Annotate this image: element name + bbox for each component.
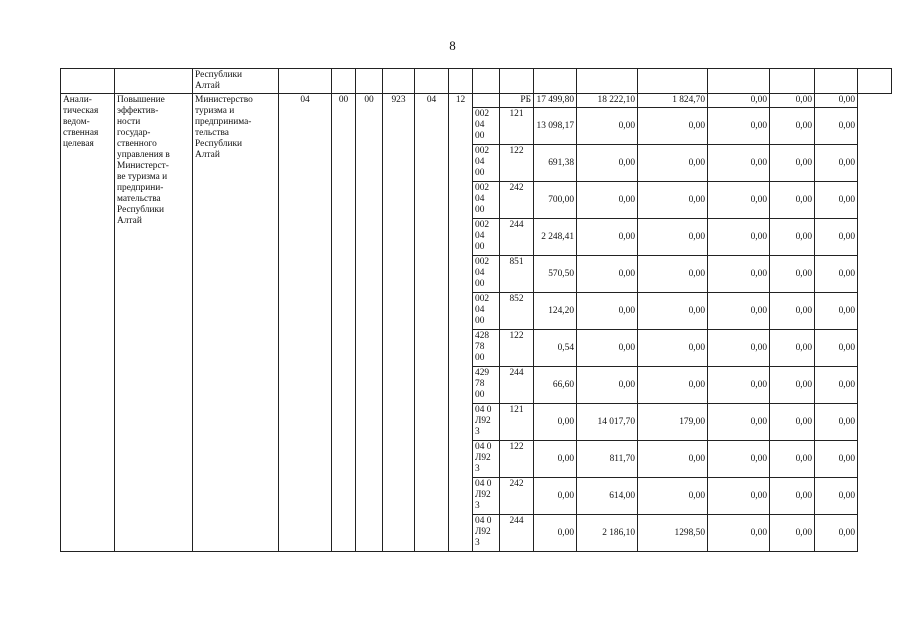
table-cell-value: 0,00	[815, 515, 858, 552]
table-cell-value: 0,00	[770, 515, 815, 552]
table-cell-value: 811,70	[577, 441, 638, 478]
table-cell-value: 0,00	[577, 145, 638, 182]
table-cell	[577, 69, 638, 94]
table-cell-value: 0,00	[708, 94, 770, 108]
table-cell-value: 0,00	[577, 256, 638, 293]
table-cell-code: 04	[279, 94, 332, 552]
table-cell-value: 179,00	[638, 404, 708, 441]
table-cell	[770, 69, 815, 94]
table-cell-value: 0,00	[638, 256, 708, 293]
table-cell-value: 0,00	[638, 293, 708, 330]
table-cell-value: 0,00	[770, 108, 815, 145]
table-cell-value: 0,00	[770, 330, 815, 367]
table-cell-kind: Анали- тическая ведом- ственная целевая	[61, 94, 115, 552]
table-cell	[500, 69, 534, 94]
table-cell-csr: 002 04 00	[473, 108, 500, 145]
table-cell-value: 0,00	[577, 293, 638, 330]
table-cell-source: РБ	[500, 94, 534, 108]
table-cell-value: 1298,50	[638, 515, 708, 552]
table-cell-value: 13 098,17	[534, 108, 577, 145]
table-cell-csr: 04 0 Л92 3	[473, 441, 500, 478]
table-cell-csr	[473, 94, 500, 108]
table-cell-value: 0,00	[577, 219, 638, 256]
table-cell-value: 0,00	[815, 219, 858, 256]
table-cell-vr: 122	[500, 441, 534, 478]
table-cell-vr: 122	[500, 330, 534, 367]
table-cell-value: 0,00	[638, 145, 708, 182]
table-cell-value: 17 499,80	[534, 94, 577, 108]
table-cell	[356, 69, 383, 94]
table-cell-value: 0,00	[708, 293, 770, 330]
table-cell-program-name: Повышение эффектив- ности государ- ственного управления в Министерст- ве туризма и предприни- мательства Республики Алтай	[115, 94, 193, 552]
table-cell	[449, 69, 473, 94]
table-cell	[638, 69, 708, 94]
table-cell-vr: 122	[500, 145, 534, 182]
table-cell	[115, 69, 193, 94]
table-cell-vr: 242	[500, 478, 534, 515]
table-cell-value: 0,00	[534, 441, 577, 478]
table-row-continuation	[61, 69, 892, 94]
table-cell-vr: 121	[500, 404, 534, 441]
table-cell-value: 18 222,10	[577, 94, 638, 108]
table-cell	[858, 69, 892, 94]
table-cell-value: 0,00	[815, 145, 858, 182]
table-cell-value: 0,00	[708, 219, 770, 256]
table-cell-value: 0,00	[577, 330, 638, 367]
table-cell-value: 0,00	[815, 330, 858, 367]
table-cell-value: 0,00	[770, 293, 815, 330]
table-cell-value: 0,00	[815, 293, 858, 330]
table-cell-value: 0,00	[534, 515, 577, 552]
table-cell-value: 0,00	[638, 441, 708, 478]
table-cell	[815, 69, 858, 94]
table-cell-value: 0,00	[770, 219, 815, 256]
table-cell-vr: 121	[500, 108, 534, 145]
table-cell-value: 614,00	[577, 478, 638, 515]
table-cell-value: 2 248,41	[534, 219, 577, 256]
table-cell-value: 0,00	[815, 441, 858, 478]
table-cell-pr: 12	[449, 94, 473, 552]
table-cell-value: 0,00	[815, 367, 858, 404]
table-cell-code: 00	[356, 94, 383, 552]
table-cell-code: 00	[332, 94, 356, 552]
table-cell-csr: 04 0 Л92 3	[473, 515, 500, 552]
table-cell	[61, 69, 115, 94]
table-cell-value: 0,00	[638, 219, 708, 256]
table-cell-csr: 002 04 00	[473, 145, 500, 182]
table-cell-value: 0,00	[770, 145, 815, 182]
table-cell-value: 0,00	[815, 256, 858, 293]
table-cell-vr: 244	[500, 515, 534, 552]
table-cell-value: 66,60	[534, 367, 577, 404]
table-cell-value: 0,00	[770, 478, 815, 515]
table-cell-value: 0,00	[708, 404, 770, 441]
table-cell-csr: 429 78 00	[473, 367, 500, 404]
table-cell-value: 0,00	[708, 145, 770, 182]
table-cell-csr: 04 0 Л92 3	[473, 478, 500, 515]
table-cell-value: 0,00	[770, 256, 815, 293]
table-cell-csr: 04 0 Л92 3	[473, 404, 500, 441]
table-cell-value: 0,00	[577, 182, 638, 219]
table-cell-value: 0,00	[770, 441, 815, 478]
table-cell-vr: 242	[500, 182, 534, 219]
table-cell-value: 0,00	[534, 478, 577, 515]
table-cell-value: 0,00	[708, 515, 770, 552]
table-cell-value: 0,00	[815, 404, 858, 441]
table-cell-value: 691,38	[534, 145, 577, 182]
table-cell-csr: 428 78 00	[473, 330, 500, 367]
table-cell	[534, 69, 577, 94]
budget-table	[60, 68, 892, 552]
table-cell-value: 0,54	[534, 330, 577, 367]
table-cell-vr: 852	[500, 293, 534, 330]
table-row-main	[61, 94, 892, 108]
table-cell-value: 0,00	[638, 330, 708, 367]
table-cell-value: 0,00	[770, 182, 815, 219]
table-cell-responsible: Министерство туризма и предпринима- тельства Республики Алтай	[193, 94, 279, 552]
table-cell-value: 700,00	[534, 182, 577, 219]
table-cell-value: 0,00	[708, 441, 770, 478]
table-cell-value: 0,00	[577, 367, 638, 404]
table-cell-value: 0,00	[534, 404, 577, 441]
table-cell	[332, 69, 356, 94]
table-cell-vr: 244	[500, 219, 534, 256]
table-cell-value: 0,00	[770, 404, 815, 441]
table-cell	[708, 69, 770, 94]
table-cell-value: 124,20	[534, 293, 577, 330]
table-cell-value: 0,00	[770, 94, 815, 108]
table-cell-value: 0,00	[708, 256, 770, 293]
table-cell-value: 0,00	[708, 478, 770, 515]
table-cell	[473, 69, 500, 94]
table-cell-value: 570,50	[534, 256, 577, 293]
table-cell	[383, 69, 415, 94]
table-cell-csr: 002 04 00	[473, 182, 500, 219]
table-cell-value: 0,00	[638, 108, 708, 145]
table-cell-vr: 851	[500, 256, 534, 293]
table-cell-value: 1 824,70	[638, 94, 708, 108]
table-cell-value: 0,00	[638, 367, 708, 404]
table-cell-rz: 04	[415, 94, 449, 552]
table-cell-grbs: 923	[383, 94, 415, 552]
table-cell-value: 0,00	[770, 367, 815, 404]
table-cell-value: 0,00	[638, 478, 708, 515]
table-cell-value: 0,00	[815, 478, 858, 515]
table-cell-value: 0,00	[815, 94, 858, 108]
table-cell-csr: 002 04 00	[473, 293, 500, 330]
table-cell	[279, 69, 332, 94]
table-cell-value: 2 186,10	[577, 515, 638, 552]
table-cell-value: 0,00	[708, 330, 770, 367]
table-cell-value: 0,00	[638, 182, 708, 219]
table-cell	[415, 69, 449, 94]
table-cell-value: 0,00	[815, 182, 858, 219]
table-cell-value: 0,00	[577, 108, 638, 145]
table-cell-value: 0,00	[708, 108, 770, 145]
table-cell-csr: 002 04 00	[473, 219, 500, 256]
table-cell-vr: 244	[500, 367, 534, 404]
table-cell-value: 0,00	[815, 108, 858, 145]
table-cell-value: 0,00	[708, 182, 770, 219]
page-number: 8	[449, 38, 456, 53]
table-cell-csr: 002 04 00	[473, 256, 500, 293]
table-cell-value: 0,00	[708, 367, 770, 404]
table-cell-value: 14 017,70	[577, 404, 638, 441]
table-cell-responsible: Республики Алтай	[193, 69, 279, 94]
